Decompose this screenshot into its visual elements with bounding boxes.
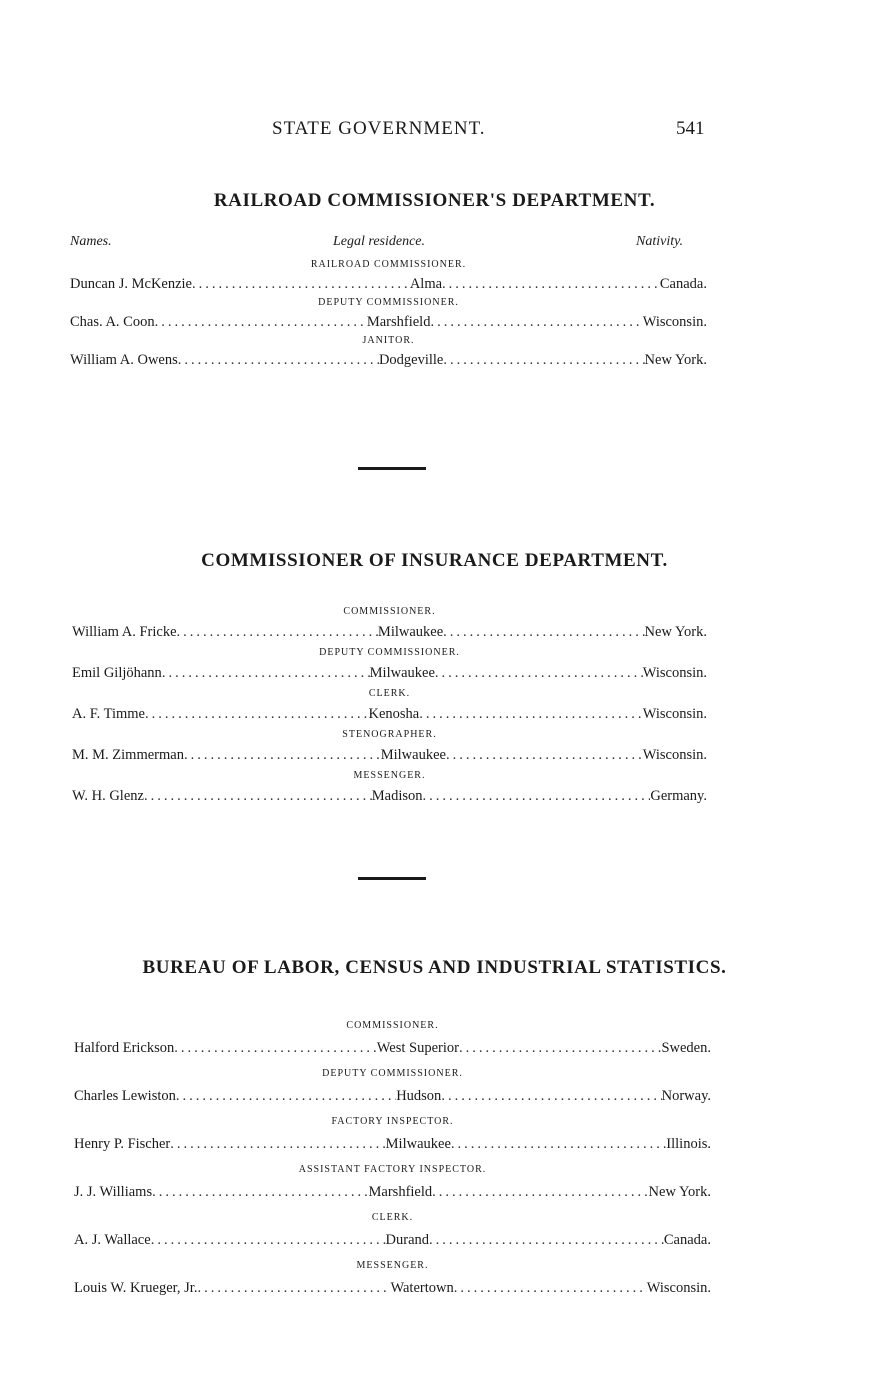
entry-residence: Kenosha xyxy=(368,706,420,722)
role-label: DEPUTY COMMISSIONER. xyxy=(318,297,459,308)
entry-nativity: Sweden. xyxy=(661,1040,711,1056)
dot-leader xyxy=(177,619,378,646)
dot-leader xyxy=(176,1081,396,1111)
running-title: STATE GOVERNMENT. xyxy=(272,118,486,139)
entry-residence: Milwaukee xyxy=(380,747,446,763)
entry-name: Halford Erickson xyxy=(74,1040,175,1056)
list-item xyxy=(74,1115,711,1163)
dot-leader xyxy=(145,701,369,728)
entry-name: J. J. Williams xyxy=(74,1184,153,1200)
entry-nativity: Norway. xyxy=(661,1088,711,1104)
entry-nativity: Wisconsin. xyxy=(646,1280,711,1296)
entry-name: A. F. Timme xyxy=(72,706,145,722)
list-item xyxy=(72,646,707,687)
role-label: MESSENGER. xyxy=(353,770,426,781)
dot-leader xyxy=(192,272,410,296)
list-item xyxy=(72,687,707,728)
section-heading: RAILROAD COMMISSIONER'S DEPARTMENT. xyxy=(213,190,656,211)
dot-leader xyxy=(197,1273,390,1303)
role-label: COMMISSIONER. xyxy=(346,1020,439,1031)
section-divider xyxy=(358,877,426,880)
entry-residence: Alma xyxy=(409,276,443,292)
entry-nativity: Canada. xyxy=(663,1232,711,1248)
dot-leader xyxy=(442,272,660,296)
entry-name: Louis W. Krueger, Jr. xyxy=(74,1280,198,1296)
role-label: COMMISSIONER. xyxy=(343,606,436,617)
entry-list xyxy=(72,605,707,810)
dot-leader xyxy=(441,1081,661,1111)
entry-name: William A. Owens xyxy=(70,352,178,368)
entry-nativity: Canada. xyxy=(659,276,707,292)
dot-leader xyxy=(144,783,372,810)
dot-leader xyxy=(162,660,370,687)
list-item xyxy=(74,1019,711,1067)
dot-leader xyxy=(184,742,381,769)
role-label: JANITOR. xyxy=(362,335,415,346)
column-header-names: Names. xyxy=(70,234,112,249)
entry-residence: Dodgeville xyxy=(378,352,444,368)
role-label: ASSISTANT FACTORY INSPECTOR. xyxy=(298,1164,487,1175)
role-label: STENOGRAPHER. xyxy=(342,729,437,740)
role-label: RAILROAD COMMISSIONER. xyxy=(310,259,467,270)
entry-residence: Watertown xyxy=(390,1280,454,1296)
table-row xyxy=(72,742,707,769)
role-label: FACTORY INSPECTOR. xyxy=(331,1116,454,1127)
entry-name: Henry P. Fischer xyxy=(74,1136,171,1152)
dot-leader xyxy=(155,310,367,334)
entry-nativity: Wisconsin. xyxy=(642,747,707,763)
entry-name: Emil Giljöhann xyxy=(72,665,162,681)
entry-nativity: Germany. xyxy=(650,788,707,804)
dot-leader xyxy=(178,348,379,372)
entry-residence: Durand xyxy=(385,1232,430,1248)
entry-name: M. M. Zimmerman xyxy=(72,747,184,763)
dot-leader xyxy=(446,742,643,769)
entry-nativity: New York. xyxy=(644,624,707,640)
list-item xyxy=(74,1163,711,1211)
dot-leader xyxy=(451,1129,666,1159)
dot-leader xyxy=(170,1129,385,1159)
table-row xyxy=(72,619,707,646)
entry-residence: Marshfield xyxy=(368,1184,433,1200)
table-row xyxy=(74,1225,711,1259)
section-insurance-commissioner xyxy=(0,550,869,810)
table-row xyxy=(74,1177,711,1211)
role-label: DEPUTY COMMISSIONER. xyxy=(322,1068,463,1079)
dot-leader xyxy=(152,1177,368,1207)
table-row xyxy=(72,701,707,728)
entry-name: William A. Fricke xyxy=(72,624,177,640)
running-head xyxy=(0,118,869,148)
entry-residence: Milwaukee xyxy=(369,665,435,681)
role-label: MESSENGER. xyxy=(356,1260,429,1271)
column-header-residence: Legal residence. xyxy=(333,234,426,249)
list-item xyxy=(70,334,707,372)
dot-leader xyxy=(459,1033,661,1063)
entry-residence: Marshfield xyxy=(366,314,431,330)
list-item xyxy=(74,1067,711,1115)
entry-name: W. H. Glenz xyxy=(72,788,144,804)
list-item xyxy=(72,728,707,769)
table-row xyxy=(70,348,707,372)
entry-nativity: New York. xyxy=(648,1184,711,1200)
entry-residence: Madison xyxy=(371,788,423,804)
dot-leader xyxy=(174,1033,376,1063)
entry-nativity: New York. xyxy=(644,352,707,368)
table-row xyxy=(70,310,707,334)
entry-nativity: Wisconsin. xyxy=(642,665,707,681)
dot-leader xyxy=(443,619,644,646)
list-item xyxy=(72,769,707,810)
dot-leader xyxy=(430,310,642,334)
section-heading: BUREAU OF LABOR, CENSUS AND INDUSTRIAL STATISTICS. xyxy=(142,957,727,978)
entry-residence: Hudson xyxy=(396,1088,442,1104)
table-row xyxy=(74,1033,711,1067)
dot-leader xyxy=(429,1225,664,1255)
section-divider xyxy=(358,467,426,470)
table-row xyxy=(74,1081,711,1115)
role-label: DEPUTY COMMISSIONER. xyxy=(319,647,460,658)
dot-leader xyxy=(443,348,644,372)
entry-residence: Milwaukee xyxy=(385,1136,451,1152)
entry-nativity: Wisconsin. xyxy=(642,314,707,330)
table-row xyxy=(74,1273,711,1307)
page-number: 541 xyxy=(676,118,705,139)
section-bureau-of-labor xyxy=(0,957,869,1307)
entry-nativity: Illinois. xyxy=(666,1136,711,1152)
dot-leader xyxy=(454,1273,647,1303)
list-item xyxy=(70,258,707,296)
list-item xyxy=(74,1211,711,1259)
role-label: CLERK. xyxy=(368,688,411,699)
dot-leader xyxy=(435,660,643,687)
section-railroad-commissioner xyxy=(0,190,869,372)
dot-leader xyxy=(151,1225,386,1255)
role-label: CLERK. xyxy=(371,1212,414,1223)
entry-name: Duncan J. McKenzie xyxy=(70,276,192,292)
table-row xyxy=(72,783,707,810)
dot-leader xyxy=(423,783,651,810)
entry-name: A. J. Wallace xyxy=(74,1232,151,1248)
entry-list xyxy=(74,1019,711,1307)
entry-residence: Milwaukee xyxy=(377,624,444,640)
entry-nativity: Wisconsin. xyxy=(642,706,707,722)
list-item xyxy=(70,296,707,334)
entry-name: Chas. A. Coon xyxy=(70,314,155,330)
entry-residence: West Superior xyxy=(376,1040,459,1056)
entry-name: Charles Lewiston xyxy=(74,1088,176,1104)
column-header-nativity: Nativity. xyxy=(636,234,684,249)
dot-leader xyxy=(432,1177,648,1207)
dot-leader xyxy=(419,701,643,728)
table-row xyxy=(72,660,707,687)
table-row xyxy=(74,1129,711,1163)
table-row xyxy=(70,272,707,296)
column-headers xyxy=(0,234,869,258)
section-heading: COMMISSIONER OF INSURANCE DEPARTMENT. xyxy=(201,550,668,571)
list-item xyxy=(74,1259,711,1307)
entry-list xyxy=(70,258,707,372)
list-item xyxy=(72,605,707,646)
